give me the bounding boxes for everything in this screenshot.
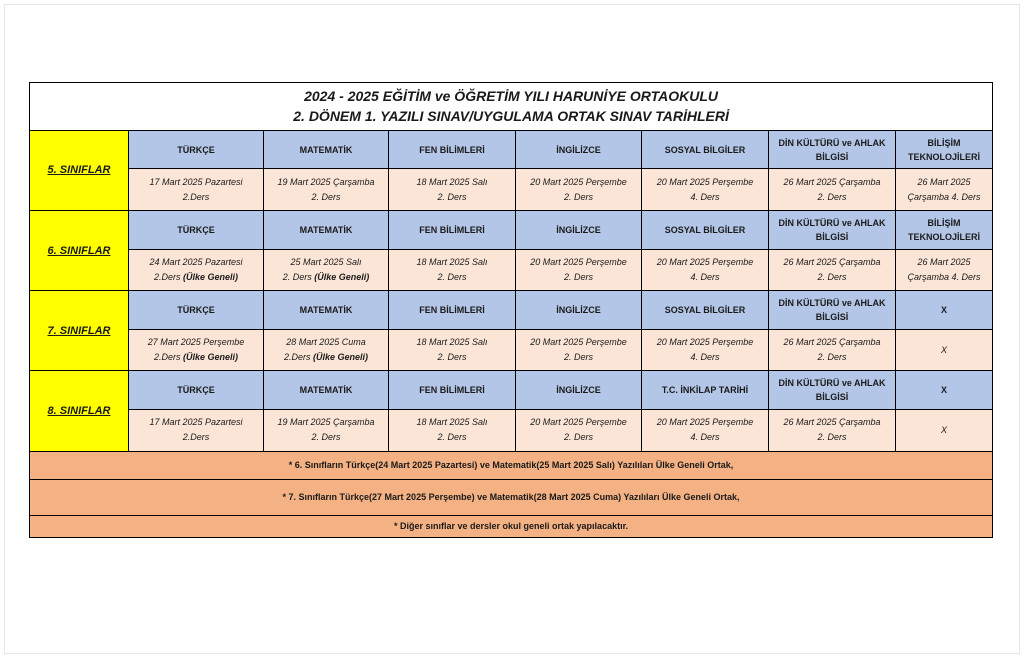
- date-line-1: 18 Mart 2025 Salı: [416, 417, 488, 428]
- date-line-1: 20 Mart 2025 Perşembe: [530, 417, 627, 428]
- subject-row: [30, 291, 993, 330]
- date-line-1: 18 Mart 2025 Salı: [416, 176, 488, 187]
- date-cell: [896, 329, 993, 371]
- lesson-period: 2.Ders: [182, 191, 210, 202]
- date-line-2: [771, 270, 893, 285]
- subject-cell: T.C. İNKİLAP TARİHİ: [642, 371, 769, 410]
- national-badge: (Ülke Geneli): [314, 271, 370, 282]
- date-row: [30, 329, 993, 371]
- date-line-1: 17 Mart 2025 Pazartesi: [149, 417, 243, 428]
- national-badge: (Ülke Geneli): [313, 352, 369, 363]
- date-line-1: X: [941, 424, 948, 435]
- subject-cell: İNGİLİZCE: [516, 130, 642, 169]
- date-line-2: [771, 190, 893, 205]
- date-line-1: 20 Mart 2025 Perşembe: [530, 337, 627, 348]
- date-line-2: [771, 430, 893, 445]
- date-line-2: [898, 190, 990, 205]
- lesson-period: 4. Ders: [690, 432, 720, 443]
- subject-cell: FEN BİLİMLERİ: [389, 291, 516, 330]
- lesson-period: 4. Ders: [690, 352, 720, 363]
- date-row: [30, 410, 993, 452]
- date-line-2: [898, 270, 990, 285]
- date-cell: [389, 410, 516, 452]
- date-line-2: [644, 190, 766, 205]
- date-line-2: [131, 190, 261, 205]
- date-line-2: [518, 190, 639, 205]
- date-line-2: [131, 350, 261, 365]
- grade-label: 7. SINIFLAR: [30, 291, 129, 371]
- subject-cell: X: [896, 371, 993, 410]
- date-line-2: [266, 190, 386, 205]
- lesson-period: 2. Ders: [563, 352, 593, 363]
- lesson-period: 2. Ders: [311, 432, 341, 443]
- date-line-1: 19 Mart 2025 Çarşamba: [277, 176, 375, 187]
- date-cell: [769, 249, 896, 291]
- date-line-1: 25 Mart 2025 Salı: [290, 256, 362, 267]
- date-line-2: [518, 350, 639, 365]
- subject-row: [30, 371, 993, 410]
- lesson-period: 4. Ders: [690, 191, 720, 202]
- subject-cell: MATEMATİK: [264, 210, 389, 249]
- date-cell: [642, 169, 769, 211]
- subject-cell: TÜRKÇE: [129, 371, 264, 410]
- footnote: * 7. Sınıfların Türkçe(27 Mart 2025 Perşembe) ve Matematik(28 Mart 2025 Cuma) Yazılıları Ülke Geneli Ortak,: [30, 480, 993, 516]
- date-line-2: [518, 430, 639, 445]
- subject-cell: MATEMATİK: [264, 130, 389, 169]
- subject-row: [30, 210, 993, 249]
- lesson-period: 2. Ders: [282, 271, 312, 282]
- date-line-2: [266, 430, 386, 445]
- date-line-1: 18 Mart 2025 Salı: [416, 337, 488, 348]
- lesson-period: 2. Ders: [817, 352, 847, 363]
- date-cell: [896, 410, 993, 452]
- date-cell: [769, 169, 896, 211]
- table-title: [30, 83, 993, 131]
- date-cell: [264, 410, 389, 452]
- date-line-2: [518, 270, 639, 285]
- lesson-period: 2.Ders: [153, 352, 181, 363]
- subject-cell: SOSYAL BİLGİLER: [642, 291, 769, 330]
- date-line-1: X: [941, 344, 948, 355]
- date-line-1: 26 Mart 2025 Çarşamba: [783, 417, 881, 428]
- lesson-period: 2. Ders: [311, 191, 341, 202]
- date-line-1: 17 Mart 2025 Pazartesi: [149, 176, 243, 187]
- subject-cell: İNGİLİZCE: [516, 371, 642, 410]
- date-line-1: 27 Mart 2025 Perşembe: [147, 337, 245, 348]
- lesson-period: 4. Ders: [690, 271, 720, 282]
- subject-cell: DİN KÜLTÜRÜ ve AHLAK BİLGİSİ: [769, 210, 896, 249]
- subject-cell: MATEMATİK: [264, 291, 389, 330]
- date-line-2: [131, 430, 261, 445]
- footnote: * Diğer sınıflar ve dersler okul geneli ortak yapılacaktır.: [30, 515, 993, 537]
- subject-cell: BİLİŞİM TEKNOLOJİLERİ: [896, 130, 993, 169]
- grade-label: 5. SINIFLAR: [30, 130, 129, 210]
- date-line-2: [644, 350, 766, 365]
- date-line-1: 19 Mart 2025 Çarşamba: [277, 417, 375, 428]
- date-cell: [642, 410, 769, 452]
- date-cell: [264, 169, 389, 211]
- date-line-2: [391, 190, 513, 205]
- lesson-period: 2.Ders: [182, 432, 210, 443]
- date-cell: [516, 249, 642, 291]
- date-cell: [896, 249, 993, 291]
- lesson-period: 2. Ders: [817, 271, 847, 282]
- date-cell: [516, 410, 642, 452]
- date-cell: [769, 329, 896, 371]
- subject-cell: İNGİLİZCE: [516, 291, 642, 330]
- lesson-period: 2. Ders: [437, 352, 467, 363]
- date-line-2: [644, 430, 766, 445]
- footnote: * 6. Sınıfların Türkçe(24 Mart 2025 Pazartesi) ve Matematik(25 Mart 2025 Salı) Yazılıları Ülke Geneli Ortak,: [30, 451, 993, 479]
- subject-row: [30, 130, 993, 169]
- date-cell: [129, 410, 264, 452]
- date-line-2: [131, 270, 261, 285]
- grade-label: 6. SINIFLAR: [30, 210, 129, 290]
- subject-cell: İNGİLİZCE: [516, 210, 642, 249]
- lesson-period: 2. Ders: [437, 191, 467, 202]
- date-cell: [264, 249, 389, 291]
- subject-cell: FEN BİLİMLERİ: [389, 210, 516, 249]
- subject-cell: TÜRKÇE: [129, 130, 264, 169]
- date-line-2: [771, 350, 893, 365]
- note-row: [30, 515, 993, 537]
- date-line-2: [391, 350, 513, 365]
- date-cell: [896, 169, 993, 211]
- subject-cell: DİN KÜLTÜRÜ ve AHLAK BİLGİSİ: [769, 291, 896, 330]
- lesson-period: 2. Ders: [437, 432, 467, 443]
- date-line-1: 20 Mart 2025 Perşembe: [656, 417, 754, 428]
- date-line-1: 26 Mart 2025: [917, 176, 971, 187]
- subject-cell: TÜRKÇE: [129, 210, 264, 249]
- national-badge: (Ülke Geneli): [183, 271, 239, 282]
- date-cell: [129, 329, 264, 371]
- date-line-1: 24 Mart 2025 Pazartesi: [149, 256, 243, 267]
- title-line-1: 2024 - 2025 EĞİTİM ve ÖĞRETİM YILI HARUNİYE ORTAOKULU: [304, 88, 718, 105]
- subject-cell: DİN KÜLTÜRÜ ve AHLAK BİLGİSİ: [769, 371, 896, 410]
- date-line-1: 20 Mart 2025 Perşembe: [530, 176, 627, 187]
- subject-cell: TÜRKÇE: [129, 291, 264, 330]
- lesson-period: 2. Ders: [817, 191, 847, 202]
- lesson-period: 2.Ders: [153, 271, 181, 282]
- lesson-period: 2. Ders: [437, 271, 467, 282]
- date-cell: [769, 410, 896, 452]
- date-line-2: [266, 270, 386, 285]
- date-cell: [389, 249, 516, 291]
- date-line-1: 20 Mart 2025 Perşembe: [530, 256, 627, 267]
- national-badge: (Ülke Geneli): [183, 352, 239, 363]
- subject-cell: X: [896, 291, 993, 330]
- date-row: [30, 249, 993, 291]
- lesson-period: Çarşamba 4. Ders: [907, 271, 981, 282]
- date-line-1: 26 Mart 2025: [917, 256, 971, 267]
- date-line-1: 28 Mart 2025 Cuma: [286, 337, 366, 348]
- date-cell: [516, 329, 642, 371]
- date-line-2: [391, 430, 513, 445]
- lesson-period: 2. Ders: [563, 432, 593, 443]
- date-line-1: 26 Mart 2025 Çarşamba: [783, 256, 881, 267]
- date-cell: [129, 249, 264, 291]
- date-line-1: 20 Mart 2025 Perşembe: [656, 176, 754, 187]
- date-line-1: 20 Mart 2025 Perşembe: [656, 256, 754, 267]
- lesson-period: 2.Ders: [283, 352, 311, 363]
- subject-cell: FEN BİLİMLERİ: [389, 371, 516, 410]
- subject-cell: FEN BİLİMLERİ: [389, 130, 516, 169]
- date-line-2: [266, 350, 386, 365]
- date-cell: [642, 249, 769, 291]
- note-row: [30, 451, 993, 479]
- date-line-1: 26 Mart 2025 Çarşamba: [783, 176, 881, 187]
- subject-cell: DİN KÜLTÜRÜ ve AHLAK BİLGİSİ: [769, 130, 896, 169]
- title-line-2: 2. DÖNEM 1. YAZILI SINAV/UYGULAMA ORTAK SINAV TARİHLERİ: [293, 108, 729, 125]
- grade-label: 8. SINIFLAR: [30, 371, 129, 451]
- date-line-2: [391, 270, 513, 285]
- lesson-period: Çarşamba 4. Ders: [907, 191, 981, 202]
- lesson-period: 2. Ders: [817, 432, 847, 443]
- date-cell: [389, 169, 516, 211]
- note-row: [30, 480, 993, 516]
- lesson-period: 2. Ders: [563, 191, 593, 202]
- date-line-1: 18 Mart 2025 Salı: [416, 256, 488, 267]
- date-cell: [264, 329, 389, 371]
- date-cell: [129, 169, 264, 211]
- date-line-1: 20 Mart 2025 Perşembe: [656, 337, 754, 348]
- date-line-2: [644, 270, 766, 285]
- subject-cell: BİLİŞİM TEKNOLOJİLERİ: [896, 210, 993, 249]
- subject-cell: SOSYAL BİLGİLER: [642, 210, 769, 249]
- exam-schedule-table: [29, 82, 993, 538]
- subject-cell: MATEMATİK: [264, 371, 389, 410]
- date-row: [30, 169, 993, 211]
- date-cell: [642, 329, 769, 371]
- subject-cell: SOSYAL BİLGİLER: [642, 130, 769, 169]
- date-cell: [389, 329, 516, 371]
- lesson-period: 2. Ders: [563, 271, 593, 282]
- date-cell: [516, 169, 642, 211]
- date-line-1: 26 Mart 2025 Çarşamba: [783, 337, 881, 348]
